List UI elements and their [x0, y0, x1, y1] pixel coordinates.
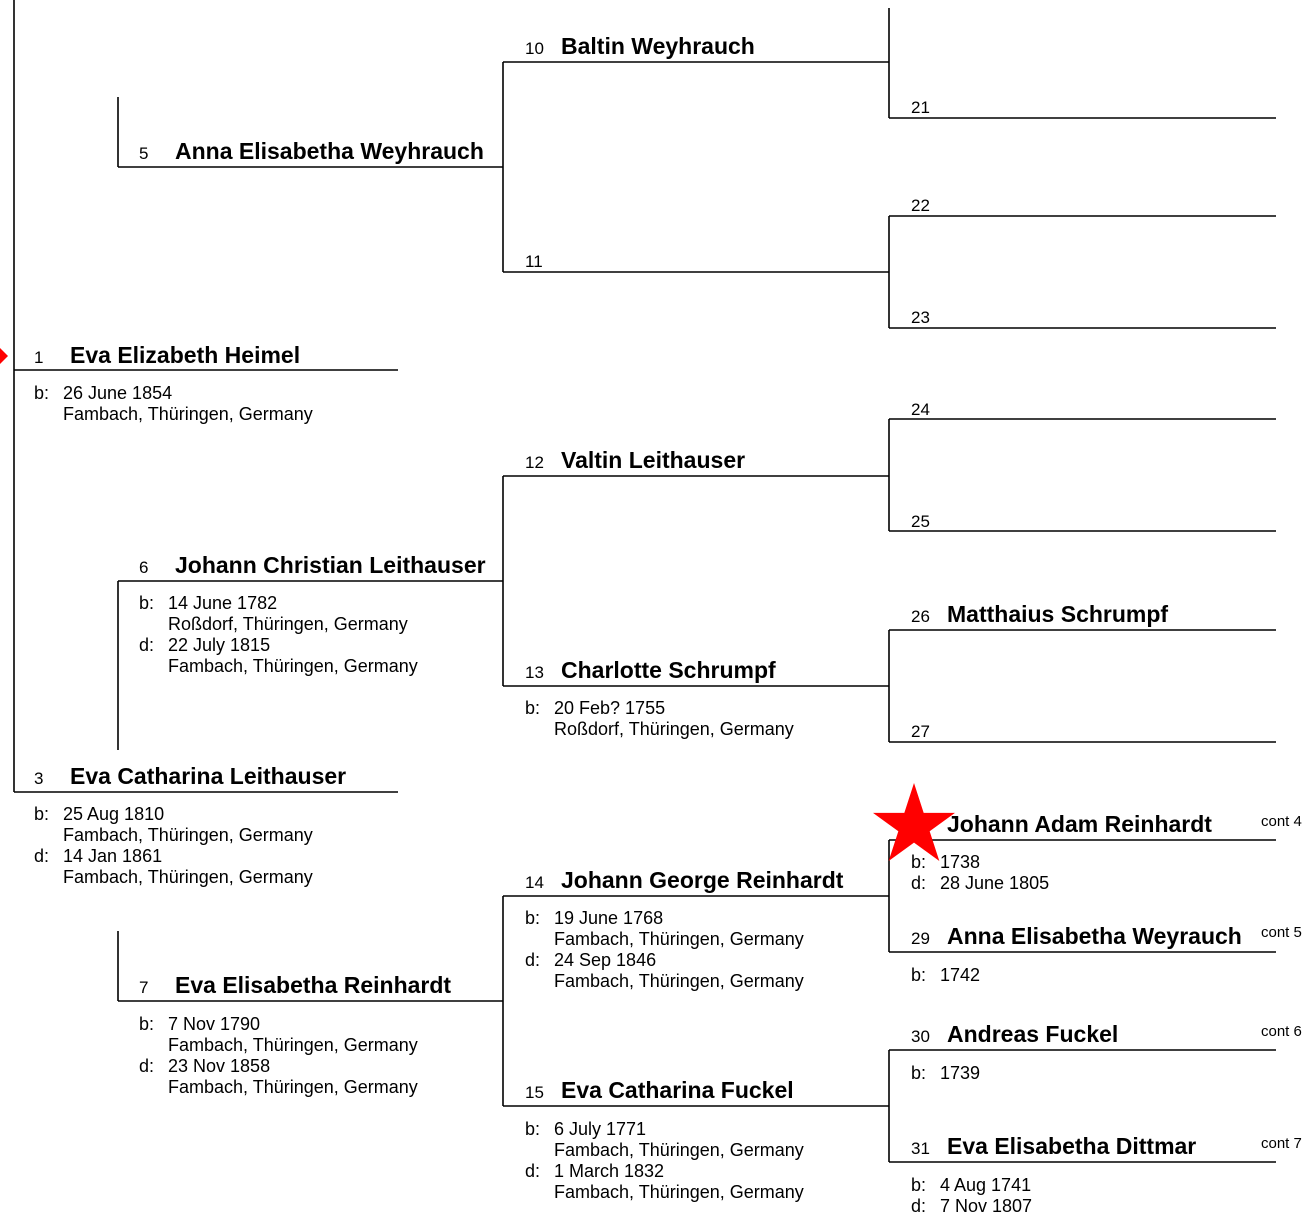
person-13-header [525, 659, 776, 682]
event-label: b: [139, 593, 155, 613]
person-number: 10 [525, 39, 544, 58]
person-11-header [525, 248, 561, 271]
person-1-header [34, 344, 300, 367]
person-number: 26 [911, 607, 930, 626]
event-date: 1738 [940, 852, 981, 872]
person-15-header [525, 1079, 794, 1102]
event-label: b: [525, 908, 541, 928]
person-name[interactable]: Eva Catharina Fuckel [561, 1077, 794, 1103]
person-name[interactable]: Eva Elisabetha Reinhardt [175, 972, 452, 998]
event-label: b: [525, 1119, 541, 1139]
event-row [911, 1063, 980, 1084]
event-row [525, 1119, 804, 1140]
event-date: 19 June 1768 [554, 908, 664, 928]
event-row [911, 965, 980, 986]
continuation-link[interactable]: cont 5 [1261, 924, 1302, 941]
event-place: Fambach, Thüringen, Germany [554, 971, 804, 991]
continuation-link[interactable]: cont 4 [1261, 813, 1302, 830]
event-row [525, 698, 794, 719]
event-place: Fambach, Thüringen, Germany [554, 929, 804, 949]
event-place: Fambach, Thüringen, Germany [168, 1035, 418, 1055]
person-details [139, 593, 418, 677]
event-row [34, 383, 313, 404]
person-10-header [525, 35, 755, 58]
event-row [139, 1014, 418, 1035]
event-place: Roßdorf, Thüringen, Germany [554, 719, 794, 739]
event-date: 26 June 1854 [63, 383, 173, 403]
event-place: Fambach, Thüringen, Germany [554, 1182, 804, 1202]
event-date: 14 June 1782 [168, 593, 278, 613]
person-21-header [911, 94, 947, 117]
event-row [525, 950, 804, 971]
event-label: b: [911, 852, 927, 872]
event-label: b: [139, 1014, 155, 1034]
event-label: b: [525, 698, 541, 718]
event-date: 23 Nov 1858 [168, 1056, 271, 1076]
person-details [911, 1063, 980, 1084]
event-row [911, 1175, 1032, 1196]
person-6-header [139, 554, 486, 577]
person-details [911, 965, 980, 986]
event-row [139, 1056, 418, 1077]
event-label: b: [34, 383, 50, 403]
person-30-header [911, 1023, 1118, 1046]
person-unnumbered-header [911, 813, 1212, 836]
event-label: d: [34, 846, 50, 866]
person-27-header [911, 718, 947, 741]
person-name[interactable]: Valtin Leithauser [561, 447, 746, 473]
event-label: d: [139, 635, 155, 655]
event-date: 25 Aug 1810 [63, 804, 165, 824]
person-name[interactable]: Johann George Reinhardt [561, 867, 844, 893]
person-details [34, 804, 313, 888]
person-29-header [911, 925, 1242, 948]
person-name[interactable]: Andreas Fuckel [947, 1021, 1119, 1047]
person-details [525, 908, 804, 992]
person-number: 1 [34, 348, 44, 367]
event-row [34, 846, 313, 867]
event-label: b: [911, 965, 927, 985]
person-number: 21 [911, 98, 930, 117]
person-31-header [911, 1135, 1196, 1158]
person-number: 15 [525, 1083, 544, 1102]
person-number: 27 [911, 722, 930, 741]
event-place: Fambach, Thüringen, Germany [63, 867, 313, 887]
person-name[interactable]: Eva Elisabetha Dittmar [947, 1133, 1197, 1159]
event-place: Fambach, Thüringen, Germany [168, 656, 418, 676]
person-25-header [911, 508, 947, 531]
arrow-icon [0, 348, 8, 364]
person-23-header [911, 304, 947, 327]
event-date: 20 Feb? 1755 [554, 698, 666, 718]
person-number: 25 [911, 512, 930, 531]
person-number: 22 [911, 196, 930, 215]
person-name[interactable]: Anna Elisabetha Weyhrauch [175, 138, 484, 164]
person-26-header [911, 603, 1168, 626]
person-details [34, 383, 313, 425]
person-details [525, 1119, 804, 1203]
person-number: 13 [525, 663, 544, 682]
star-icon [873, 782, 955, 862]
event-row [139, 593, 418, 614]
person-details [139, 1014, 418, 1098]
person-number: 6 [139, 558, 149, 577]
person-name[interactable]: Eva Elizabeth Heimel [70, 342, 301, 368]
event-label: b: [911, 1175, 927, 1195]
event-row [34, 804, 313, 825]
event-row [525, 1161, 804, 1182]
continuation-link[interactable]: cont 6 [1261, 1023, 1302, 1040]
person-number: 3 [34, 769, 44, 788]
event-date: 7 Nov 1807 [940, 1196, 1033, 1216]
event-date: 14 Jan 1861 [63, 846, 163, 866]
event-place: Fambach, Thüringen, Germany [63, 404, 313, 424]
person-24-header [911, 396, 947, 419]
event-date: 1742 [940, 965, 981, 985]
person-number: 29 [911, 929, 930, 948]
person-number: 7 [139, 978, 149, 997]
event-row [139, 635, 418, 656]
event-row [525, 908, 804, 929]
person-name[interactable]: Charlotte Schrumpf [561, 657, 776, 683]
person-number: 24 [911, 400, 930, 419]
event-date: 1 March 1832 [554, 1161, 665, 1181]
person-22-header [911, 192, 947, 215]
continuation-link[interactable]: cont 7 [1261, 1135, 1302, 1152]
person-number: 14 [525, 873, 544, 892]
event-date: 7 Nov 1790 [168, 1014, 261, 1034]
person-5-header [139, 140, 484, 163]
event-label: d: [525, 1161, 541, 1181]
event-date: 6 July 1771 [554, 1119, 647, 1139]
person-name[interactable]: Johann Adam Reinhardt [947, 811, 1212, 837]
person-12-header [525, 449, 745, 472]
person-14-header [525, 869, 843, 892]
person-number: 23 [911, 308, 930, 327]
event-place: Roßdorf, Thüringen, Germany [168, 614, 408, 634]
event-place: Fambach, Thüringen, Germany [63, 825, 313, 845]
person-details [525, 698, 794, 740]
event-label: d: [911, 1196, 927, 1216]
event-label: d: [911, 873, 927, 893]
event-place: Fambach, Thüringen, Germany [168, 1077, 418, 1097]
event-label: d: [525, 950, 541, 970]
event-date: 24 Sep 1846 [554, 950, 657, 970]
person-number: 11 [525, 252, 543, 271]
event-date: 1739 [940, 1063, 981, 1083]
person-name[interactable]: Baltin Weyhrauch [561, 33, 755, 59]
event-label: b: [34, 804, 50, 824]
event-place: Fambach, Thüringen, Germany [554, 1140, 804, 1160]
person-name[interactable]: Anna Elisabetha Weyrauch [947, 923, 1242, 949]
event-row [911, 873, 1049, 894]
event-date: 4 Aug 1741 [940, 1175, 1032, 1195]
person-number: 30 [911, 1027, 930, 1046]
person-details [911, 1175, 1032, 1217]
event-label: b: [911, 1063, 927, 1083]
person-name[interactable]: Eva Catharina Leithauser [70, 763, 347, 789]
event-label: d: [139, 1056, 155, 1076]
person-number: 12 [525, 453, 544, 472]
person-number: 5 [139, 144, 149, 163]
person-7-header [139, 974, 451, 997]
person-name[interactable]: Matthaius Schrumpf [947, 601, 1169, 627]
person-name[interactable]: Johann Christian Leithauser [175, 552, 486, 578]
event-date: 22 July 1815 [168, 635, 271, 655]
person-number: 31 [911, 1139, 930, 1158]
person-3-header [34, 765, 346, 788]
event-date: 28 June 1805 [940, 873, 1050, 893]
